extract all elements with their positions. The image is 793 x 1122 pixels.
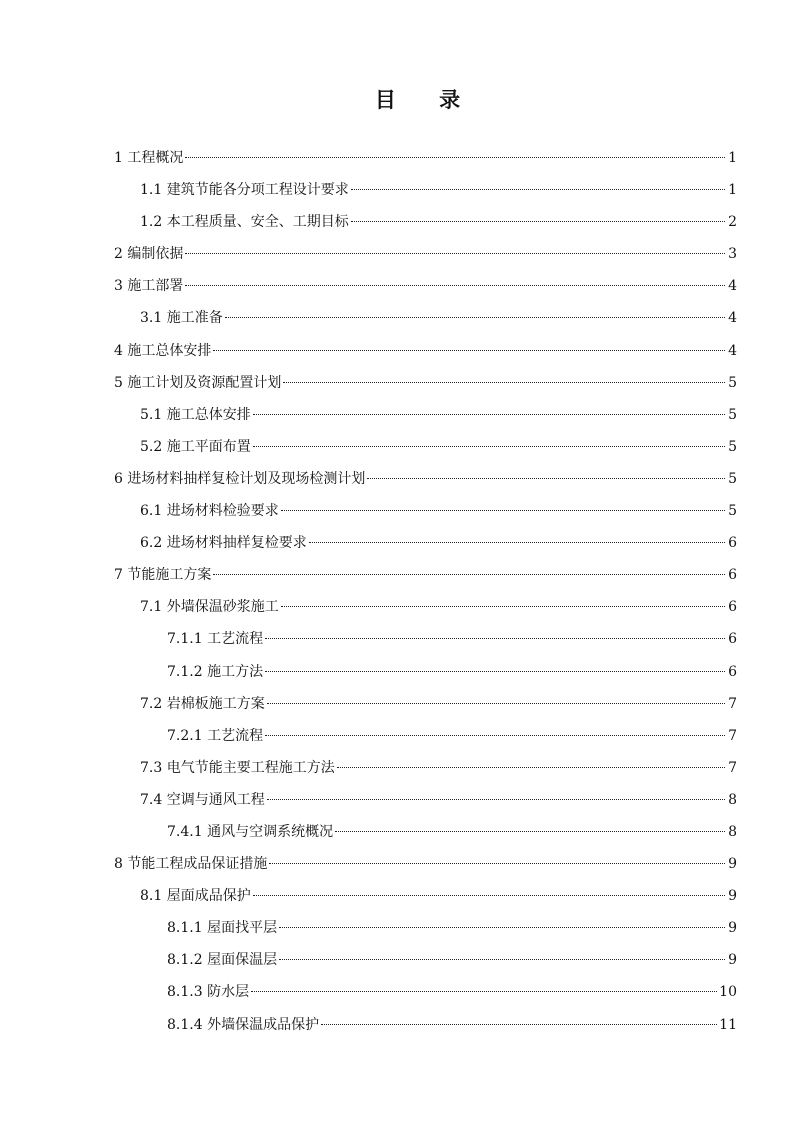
toc-entry-page: 4 (728, 310, 737, 327)
toc-entry-page: 6 (728, 535, 737, 552)
toc-entry[interactable] (0, 241, 793, 273)
toc-entry-label: 6.2 进场材料抽样复检要求 (140, 535, 307, 552)
toc-entry-label: 5 施工计划及资源配置计划 (114, 374, 282, 391)
toc-entry-label: 4 施工总体安排 (114, 342, 212, 359)
toc-entry[interactable] (0, 626, 793, 658)
toc-entry-label: 5.2 施工平面布置 (140, 438, 251, 455)
toc-leader-dots (335, 831, 725, 832)
toc-entry-page: 6 (728, 663, 737, 680)
toc-entry[interactable] (0, 562, 793, 594)
toc-entry-label: 7.3 电气节能主要工程施工方法 (140, 759, 335, 776)
toc-entry-page: 5 (728, 503, 737, 520)
toc-entry[interactable] (0, 1012, 793, 1044)
toc-entry-label: 8 节能工程成品保证措施 (114, 856, 268, 873)
toc-entry-page: 7 (728, 727, 737, 744)
toc-entry-page: 5 (728, 406, 737, 423)
toc-entry-page: 7 (728, 759, 737, 776)
toc-entry-label: 7.1.2 施工方法 (167, 663, 264, 680)
toc-entry[interactable] (0, 305, 793, 337)
toc-entry-page: 3 (728, 246, 737, 263)
toc-entry[interactable] (0, 370, 793, 402)
toc-leader-dots (279, 959, 725, 960)
toc-leader-dots (265, 671, 725, 672)
toc-entry[interactable] (0, 145, 793, 177)
toc-entry[interactable] (0, 659, 793, 691)
toc-entry-label: 6 进场材料抽样复检计划及现场检测计划 (114, 470, 366, 487)
toc-leader-dots (225, 317, 725, 318)
toc-entry-label: 7.4 空调与通风工程 (140, 791, 265, 808)
table-of-contents (0, 145, 793, 1044)
toc-entry-page: 6 (728, 631, 737, 648)
toc-entry-page: 9 (728, 920, 737, 937)
toc-entry-page: 10 (719, 984, 737, 1001)
toc-entry-label: 7.2 岩棉板施工方案 (140, 695, 265, 712)
toc-entry[interactable] (0, 177, 793, 209)
toc-leader-dots (367, 478, 725, 479)
toc-entry[interactable] (0, 979, 793, 1011)
toc-entry[interactable] (0, 273, 793, 305)
toc-entry-page: 6 (728, 567, 737, 584)
toc-entry[interactable] (0, 947, 793, 979)
toc-leader-dots (213, 574, 725, 575)
toc-entry-label: 3 施工部署 (114, 278, 184, 295)
toc-entry[interactable] (0, 338, 793, 370)
toc-leader-dots (267, 799, 725, 800)
toc-leader-dots (267, 703, 725, 704)
toc-leader-dots (213, 350, 725, 351)
toc-entry-page: 9 (728, 856, 737, 873)
toc-entry-page: 8 (728, 823, 737, 840)
toc-leader-dots (281, 606, 725, 607)
toc-entry-label: 8.1.2 屋面保温层 (167, 952, 278, 969)
toc-entry-page: 7 (728, 695, 737, 712)
toc-leader-dots (185, 157, 725, 158)
toc-entry-page: 9 (728, 952, 737, 969)
toc-leader-dots (283, 382, 725, 383)
toc-entry-page: 6 (728, 599, 737, 616)
toc-entry-label: 1.1 建筑节能各分项工程设计要求 (140, 182, 349, 199)
toc-entry[interactable] (0, 755, 793, 787)
toc-entry[interactable] (0, 787, 793, 819)
toc-entry[interactable] (0, 883, 793, 915)
toc-leader-dots (253, 895, 725, 896)
toc-leader-dots (279, 927, 725, 928)
toc-leader-dots (309, 542, 725, 543)
toc-entry-label: 3.1 施工准备 (140, 310, 223, 327)
toc-entry-page: 1 (728, 182, 737, 199)
toc-leader-dots (253, 446, 725, 447)
toc-entry[interactable] (0, 402, 793, 434)
toc-leader-dots (337, 767, 725, 768)
toc-entry-label: 7.1.1 工艺流程 (167, 631, 264, 648)
toc-entry-label: 7.4.1 通风与空调系统概况 (167, 823, 334, 840)
toc-title: 目 录 (374, 88, 479, 112)
toc-entry-label: 7.2.1 工艺流程 (167, 727, 264, 744)
toc-entry-label: 2 编制依据 (114, 246, 184, 263)
toc-entry-page: 9 (728, 888, 737, 905)
toc-entry-page: 2 (728, 214, 737, 231)
toc-entry[interactable] (0, 498, 793, 530)
toc-entry-page: 1 (728, 150, 737, 166)
toc-entry[interactable] (0, 594, 793, 626)
toc-entry-label: 7 节能施工方案 (114, 567, 212, 584)
toc-entry-label: 8.1.4 外墙保温成品保护 (167, 1016, 320, 1033)
toc-entry[interactable] (0, 819, 793, 851)
toc-entry[interactable] (0, 466, 793, 498)
toc-entry-label: 1 工程概况 (114, 150, 184, 166)
toc-entry-page: 4 (728, 342, 737, 359)
toc-entry[interactable] (0, 434, 793, 466)
toc-leader-dots (185, 285, 725, 286)
toc-leader-dots (281, 510, 725, 511)
toc-leader-dots (351, 221, 725, 222)
toc-entry-page: 8 (728, 791, 737, 808)
toc-leader-dots (251, 991, 717, 992)
toc-leader-dots (321, 1024, 717, 1025)
toc-leader-dots (253, 414, 725, 415)
toc-entry-label: 7.1 外墙保温砂浆施工 (140, 599, 279, 616)
toc-leader-dots (185, 253, 725, 254)
toc-entry-label: 8.1.3 防水层 (167, 984, 250, 1001)
toc-entry[interactable] (0, 691, 793, 723)
toc-entry[interactable] (0, 915, 793, 947)
toc-entry[interactable] (0, 209, 793, 241)
toc-entry-label: 8.1.1 屋面找平层 (167, 920, 278, 937)
toc-entry-label: 1.2 本工程质量、安全、工期目标 (140, 214, 349, 231)
toc-leader-dots (269, 863, 725, 864)
toc-entry[interactable] (0, 723, 793, 755)
toc-entry-page: 5 (728, 438, 737, 455)
toc-leader-dots (351, 189, 725, 190)
toc-entry-page: 5 (728, 470, 737, 487)
toc-entry-label: 6.1 进场材料检验要求 (140, 503, 279, 520)
toc-entry[interactable] (0, 851, 793, 883)
toc-entry-label: 5.1 施工总体安排 (140, 406, 251, 423)
toc-leader-dots (265, 735, 725, 736)
toc-leader-dots (265, 638, 725, 639)
toc-entry-page: 11 (719, 1016, 737, 1033)
toc-entry-page: 4 (728, 278, 737, 295)
toc-entry-label: 8.1 屋面成品保护 (140, 888, 251, 905)
toc-entry-page: 5 (728, 374, 737, 391)
toc-entry[interactable] (0, 530, 793, 562)
